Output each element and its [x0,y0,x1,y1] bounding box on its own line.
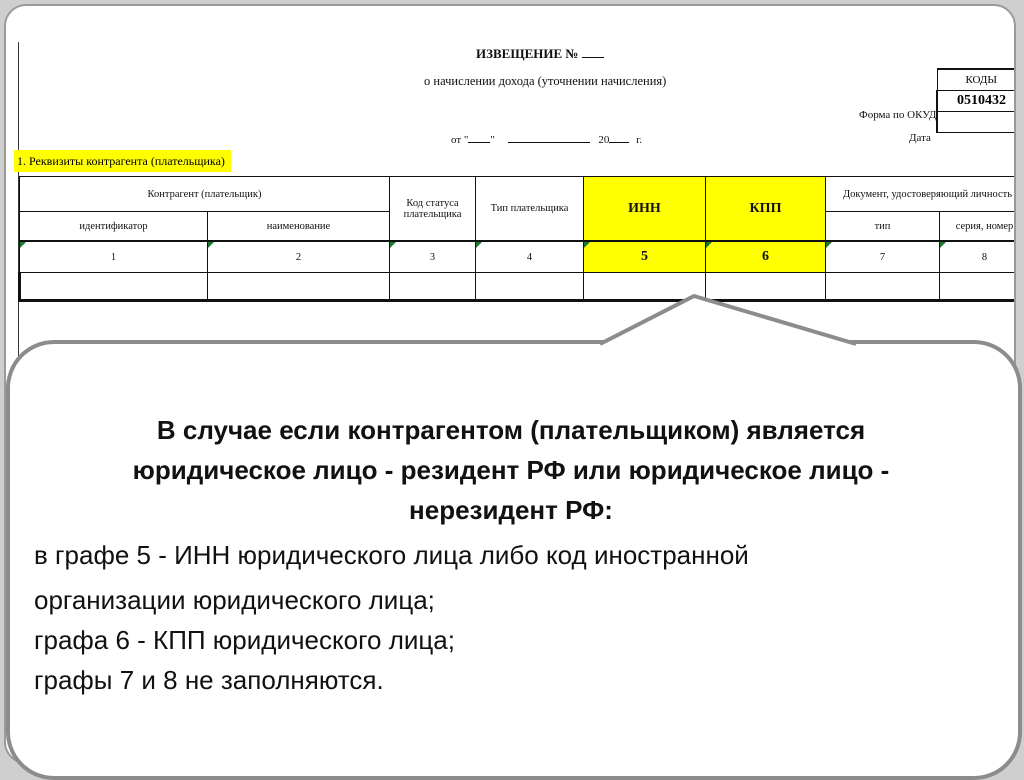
header-identifier: идентификатор [20,212,208,242]
callout-heading-line: В случае если контрагентом (плательщиком) является [156,415,866,445]
form-title: ИЗВЕЩЕНИЕ № [476,46,604,62]
header-kpp: КПП [706,177,826,242]
okud-code: 0510432 [937,91,1016,112]
col-number: 1 [20,241,208,273]
header-inn: ИНН [584,177,706,242]
callout-text-line: организации юридического лица; [34,585,435,615]
callout-text-line: в графе 5 - ИНН юридического лица либо код иностранной [34,540,749,570]
col-number: 2 [208,241,390,273]
section-title: 1. Реквизиты контрагента (плательщика) [14,150,231,172]
col-number: 7 [826,241,940,273]
callout-heading-line: нерезидент РФ: [409,495,613,525]
header-counterparty: Контрагент (плательщик) [20,177,390,212]
form-date-line: от " " 20 г. [451,134,643,146]
col-number: 8 [940,241,1017,273]
callout-text-line: графы 7 и 8 не заполняются. [34,665,384,695]
date-label: Дата [909,132,931,144]
header-doc-series: серия, номер [940,212,1017,242]
header-payer-type: Тип плательщика [476,177,584,242]
codes-header: КОДЫ [937,69,1016,91]
header-status-code: Код статуса плательщика [390,177,476,242]
okud-label: Форма по ОКУД [859,109,937,121]
header-name: наименование [208,212,390,242]
col-number: 4 [476,241,584,273]
col-number-inn: 5 [584,241,706,273]
header-doc-type: тип [826,212,940,242]
callout-heading [26,410,996,530]
form-subtitle: о начислении дохода (уточнении начисления) [424,74,667,88]
header-id-document: Документ, удостоверяющий личность [826,177,1017,212]
col-number-kpp: 6 [706,241,826,273]
callout-heading-line: юридическое лицо - резидент РФ или юридическое лицо - [132,455,890,485]
col-number: 3 [390,241,476,273]
callout-text-line: графа 6 - КПП юридического лица; [34,625,455,655]
